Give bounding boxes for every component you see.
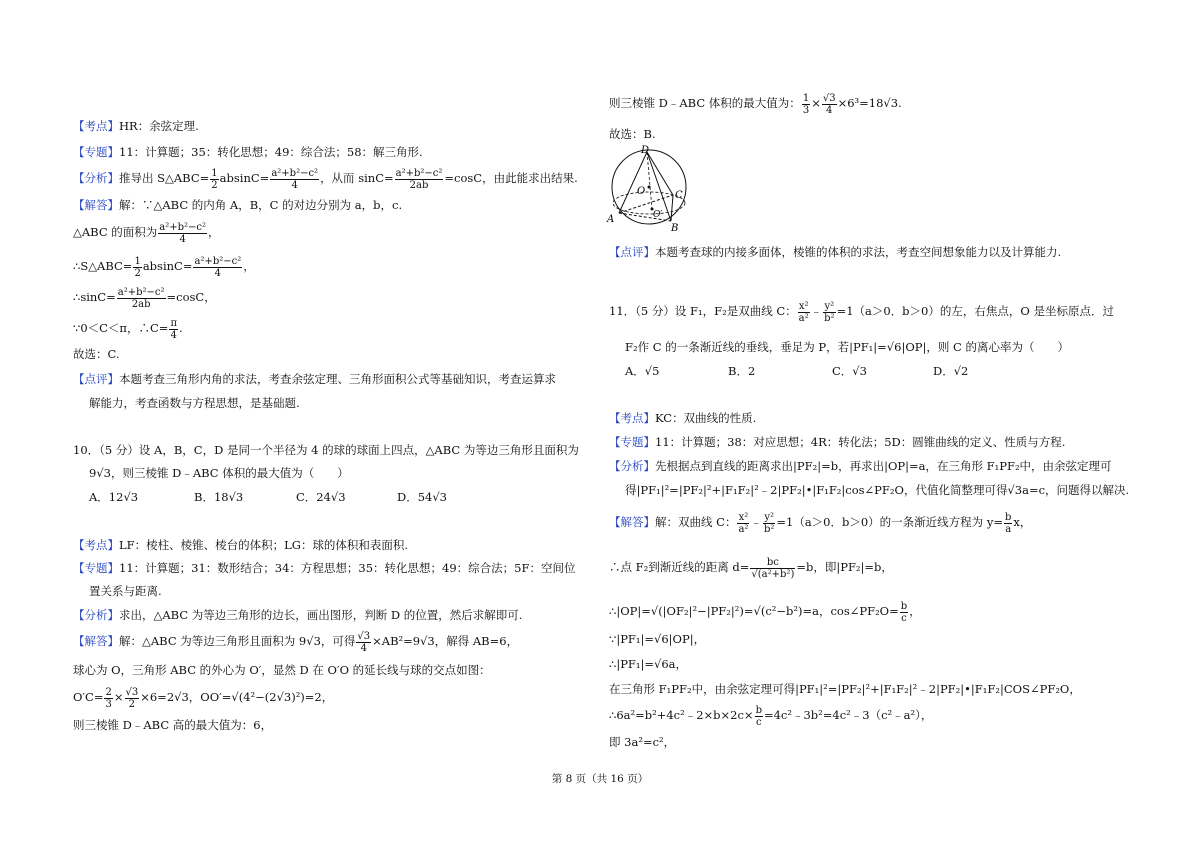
- section-tag: 【解答】: [73, 198, 119, 212]
- q11-jieda-1: 【解答】解：双曲线 C： $\frac{\text{x²}}{\text{a²}}$ ﹣ $\frac{\text{y²}}{\text{b²}}$ =1（a＞0．b＞0）的一条渐近线方程为 y= $\frac{b}{a}$ x，: [609, 511, 1032, 535]
- section-tag: 【点评】: [609, 245, 655, 259]
- q10-kaodian: 【考点】LF：棱柱、棱锥、棱台的体积；LG：球的体积和表面积.: [73, 538, 409, 552]
- edge-bc: [671, 195, 673, 221]
- q11-fenxi-2: 得|PF₁|²=|PF₂|²+|F₁F₂|²﹣2|PF₂|•|F₁F₂|cos∠PF₂O，代值化简整理可得√3a=c，问题得以解决.: [625, 483, 1130, 497]
- sphere-figure: [603, 143, 695, 231]
- l7: ∴sinC= $\frac{\text{a²+b²−c²}}{2ab}$ =cosC，: [73, 286, 216, 310]
- q10-stem-1: 10．（5 分）设 A，B，C，D 是同一个半径为 4 的球的球面上四点，△ABC 为等边三角形且面积为: [73, 443, 579, 457]
- section-tag: 【分析】: [73, 608, 119, 622]
- l1: 【考点】HR：余弦定理.: [73, 119, 199, 133]
- section-tag: 【分析】: [609, 459, 655, 473]
- q10-jieda-4: 则三棱锥 D﹣ABC 高的最大值为：6，: [73, 718, 273, 732]
- section-tag: 【点评】: [73, 372, 119, 386]
- label-c: C: [675, 190, 683, 201]
- label-d: D: [641, 145, 650, 156]
- q11-option-b: B．2: [728, 364, 756, 378]
- q11-jieda-3: ∴|OP|=√(|OF₂|²−|PF₂|²)=√(c²−b²)=a，cos∠PF₂O= $\frac{b}{c}$ ，: [609, 600, 921, 624]
- section-tag: 【解答】: [609, 515, 655, 529]
- q11-zhuanti: 【专题】11：计算题；38：对应思想；4R：转化法；5D：圆锥曲线的定义、性质与方程.: [609, 435, 1066, 449]
- q10-jieda-1: 【解答】解：△ABC 为等边三角形且面积为 9√3，可得 $\frac{√3}{4}$ ×AB²=9√3，解得 AB=6，: [73, 630, 519, 654]
- q10-option-c: C．24√3: [296, 490, 346, 504]
- q10-jieda-3: O′C= $\frac{2}{3}$ × $\frac{√3}{2}$ ×6=2√3，OO′=√(4²−(2√3)²)=2，: [73, 686, 334, 710]
- l8: ∵0＜C＜π，∴C= $\frac{\pi}{4}$ .: [73, 317, 183, 341]
- q11-jieda-2: ∴点 F₂到渐近线的距离 d= $\frac{bc}{\text{√(a²+b²)}}$ =b，即|PF₂|=b，: [609, 556, 893, 580]
- section-tag: 【考点】: [73, 119, 119, 133]
- q11-stem-2: F₂作 C 的一条渐近线的垂线，垂足为 P，若|PF₁|=√6|OP|，则 C 的离心率为（ ）: [625, 340, 1069, 354]
- label-o-prime: O′: [653, 210, 663, 220]
- q10-zhuanti-2: 置关系与距离.: [89, 584, 162, 598]
- q11-jieda-7: ∴6a²=b²+4c²﹣2×b×2c× $\frac{b}{c}$ =4c²﹣3b²=4c²﹣3（c²﹣a²），: [609, 704, 933, 728]
- label-b: B: [671, 223, 679, 231]
- l5: △ABC 的面积为 $\frac{\text{a²+b²−c²}}{4}$ ，: [73, 221, 220, 245]
- section-tag: 【专题】: [73, 561, 119, 575]
- section-tag: 【考点】: [73, 538, 119, 552]
- q10-fenxi: 【分析】求出，△ABC 为等边三角形的边长，画出图形，判断 D 的位置，然后求解即可.: [73, 608, 523, 622]
- q11-jieda-5: ∴|PF₁|=√6a，: [609, 657, 688, 671]
- label-a: A: [607, 214, 615, 225]
- l3: 【分析】推导出 S△ABC= $\frac{1}{2}$ absinC= $\frac{\text{a²+b²−c²}}{4}$ ，从而 sinC= $\frac{\text{a²+b²−c²}}{2ab}$ =cosC，由此能求出结果.: [73, 167, 578, 191]
- l4: 【解答】解：∵△ABC 的内角 A，B，C 的对边分别为 a，b，c.: [73, 198, 403, 212]
- l9: 故选：C.: [73, 347, 120, 361]
- section-tag: 【解答】: [73, 634, 119, 648]
- section-tag: 【考点】: [609, 411, 655, 425]
- q11-option-a: A．√5: [625, 364, 660, 378]
- q11-jieda-6: 在三角形 F₁PF₂中，由余弦定理可得|PF₁|²=|PF₂|²+|F₁F₂|²﹣2|PF₂|•|F₁F₂|COS∠PF₂O，: [609, 682, 1081, 696]
- section-tag: 【专题】: [609, 435, 655, 449]
- q11-stem-1: 11．（5 分）设 F₁，F₂是双曲线 C： $\frac{\text{x²}}{\text{a²}}$ ﹣ $\frac{\text{y²}}{\text{b²}}$ =1（a＞0．b＞0）的左，右焦点，O 是坐标原点．过: [609, 300, 1114, 324]
- r1: 则三棱锥 D﹣ABC 体积的最大值为： $\frac{1}{3}$ × $\frac{√3}{4}$ ×6³=18√3.: [609, 92, 902, 116]
- label-o: O: [637, 186, 646, 197]
- q10-jieda-2: 球心为 O，三角形 ABC 的外心为 O′，显然 D 在 O′O 的延长线与球的交点如图：: [73, 663, 491, 677]
- l10: 【点评】本题考查三角形内角的求法，考查余弦定理、三角形面积公式等基础知识，考查运算求: [73, 372, 556, 386]
- q10-zhuanti-1: 【专题】11：计算题；31：数形结合；34：方程思想；35：转化思想；49：综合法；5F：空间位: [73, 561, 576, 575]
- l6: ∴S△ABC= $\frac{1}{2}$ absinC= $\frac{\text{a²+b²−c²}}{4}$ ，: [73, 255, 255, 279]
- q10-option-b: B．18√3: [194, 490, 244, 504]
- q11-option-c: C．√3: [832, 364, 867, 378]
- q11-jieda-4: ∵|PF₁|=√6|OP|，: [609, 632, 706, 646]
- q10-option-a: A．12√3: [89, 490, 139, 504]
- q11-kaodian: 【考点】KC：双曲线的性质.: [609, 411, 757, 425]
- page-footer: 第 8 页（共 16 页）: [551, 773, 649, 785]
- q10-option-d: D．54√3: [397, 490, 447, 504]
- l11: 解能力，考查函数与方程思想，是基础题.: [89, 396, 300, 410]
- center-o: [648, 186, 651, 189]
- section-tag: 【专题】: [73, 145, 119, 159]
- q11-fenxi-1: 【分析】先根据点到直线的距离求出|PF₂|=b，再求出|OP|=a，在三角形 F₁PF₂中，由余弦定理可: [609, 459, 1112, 473]
- r2: 故选：B.: [609, 127, 656, 141]
- r3: 【点评】本题考查球的内接多面体，棱锥的体积的求法，考查空间想象能力以及计算能力.: [609, 245, 1062, 259]
- q11-option-d: D．√2: [933, 364, 969, 378]
- l2: 【专题】11：计算题；35：转化思想；49：综合法；58：解三角形.: [73, 145, 423, 159]
- section-tag: 【分析】: [73, 171, 119, 185]
- q11-jieda-8: 即 3a²=c²，: [609, 735, 676, 749]
- q10-stem-2: 9√3，则三棱锥 D﹣ABC 体积的最大值为（ ）: [89, 466, 349, 480]
